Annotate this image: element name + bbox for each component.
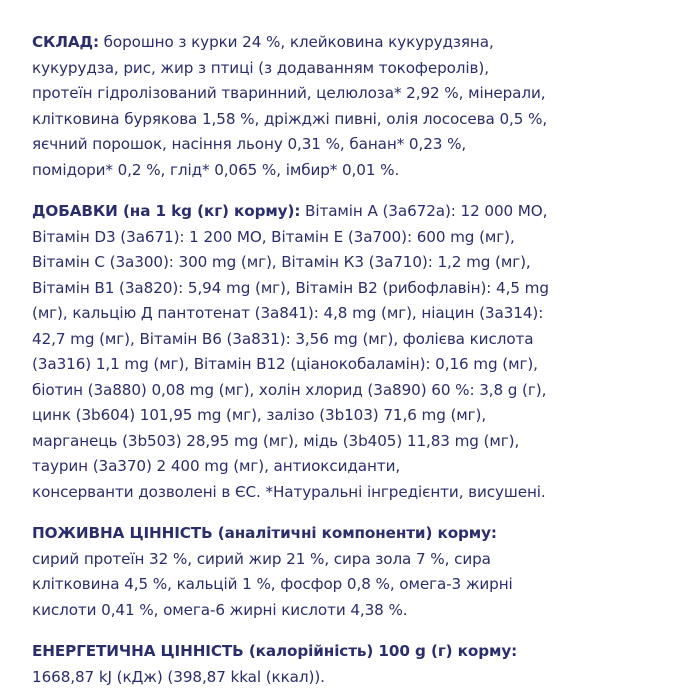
section-line: 42,7 mg (мг), Вітамін В6 (3а831): 3,56 mg (мг), фолієва кислота: [32, 329, 534, 348]
section-line: кислоти 0,41 %, омега-6 жирні кислоти 4,38 %.: [32, 600, 408, 619]
section-dobavky: [32, 199, 672, 505]
section-line: Вітамін В1 (3а820): 5,94 mg (мг), Вітамін В2 (рибофлавін): 4,5 mg: [32, 278, 549, 297]
section-pozhyvna: [32, 521, 672, 623]
section-text: борошно з курки 24 %, клейковина кукурудзяна,: [98, 33, 494, 51]
section-line: (мг), кальцію Д пантотенат (3а841): 4,8 mg (мг), ніацин (3а314):: [32, 304, 544, 322]
section-energetychna: [32, 639, 672, 690]
section-line: таурин (3а370) 2 400 mg (мг), антиоксиданти,: [32, 457, 401, 475]
section-heading: ДОБАВКИ (на 1 kg (кг) корму):: [32, 202, 301, 220]
section-sklad: [32, 30, 672, 183]
section-line: (3а316) 1,1 mg (мг), Вітамін В12 (ціанокобаламін): 0,16 mg (мг),: [32, 355, 538, 373]
section-line: Вітамін D3 (3а671): 1 200 МО, Вітамін Е (3а700): 600 mg (мг),: [32, 227, 515, 246]
section-line: біотин (3а880) 0,08 mg (мг), холін хлорид (3а890) 60 %: 3,8 g (г),: [32, 380, 547, 399]
section-heading: СКЛАД:: [32, 33, 99, 51]
section-line: [32, 199, 672, 225]
section-heading: ПОЖИВНА ЦІННІСТЬ (аналітичні компоненти) корму:: [32, 524, 497, 542]
product-composition-text: [32, 30, 672, 690]
section-text: Вітамін А (3а672а): 12 000 МО,: [300, 202, 548, 220]
section-line: марганець (3b503) 28,95 mg (мг), мідь (3b405) 11,83 mg (мг),: [32, 431, 520, 450]
section-line: помідори* 0,2 %, глід* 0,065 %, імбир* 0,01 %.: [32, 160, 400, 179]
section-line: кукурудза, рис, жир з птиці (з додаванням токоферолів),: [32, 58, 489, 77]
section-line: яєчний порошок, насіння льону 0,31 %, банан* 0,23 %,: [32, 135, 467, 153]
section-line: [32, 30, 672, 56]
section-line: протеїн гідролізований тваринний, целюлоза* 2,92 %, мінерали,: [32, 84, 546, 102]
section-line: Вітамін С (3а300): 300 mg (мг), Вітамін К3 (3а710): 1,2 mg (мг),: [32, 253, 531, 271]
section-line: клітковина бурякова 1,58 %, дріжджі пивні, олія лососева 0,5 %,: [32, 109, 548, 128]
section-line: консерванти дозволені в ЄС. *Натуральні інгредієнти, висушені.: [32, 482, 546, 501]
section-line: 1668,87 kJ (кДж) (398,87 kkal (ккал)).: [32, 667, 325, 686]
section-line: цинк (3b604) 101,95 mg (мг), залізо (3b103) 71,6 mg (мг),: [32, 406, 487, 424]
section-heading: ЕНЕРГЕТИЧНА ЦІННІСТЬ (калорійність) 100 g (г) корму:: [32, 642, 518, 660]
section-line: сирий протеїн 32 %, сирий жир 21 %, сира зола 7 %, сира: [32, 549, 491, 568]
section-line: клітковина 4,5 %, кальцій 1 %, фосфор 0,8 %, омега-3 жирні: [32, 575, 513, 593]
